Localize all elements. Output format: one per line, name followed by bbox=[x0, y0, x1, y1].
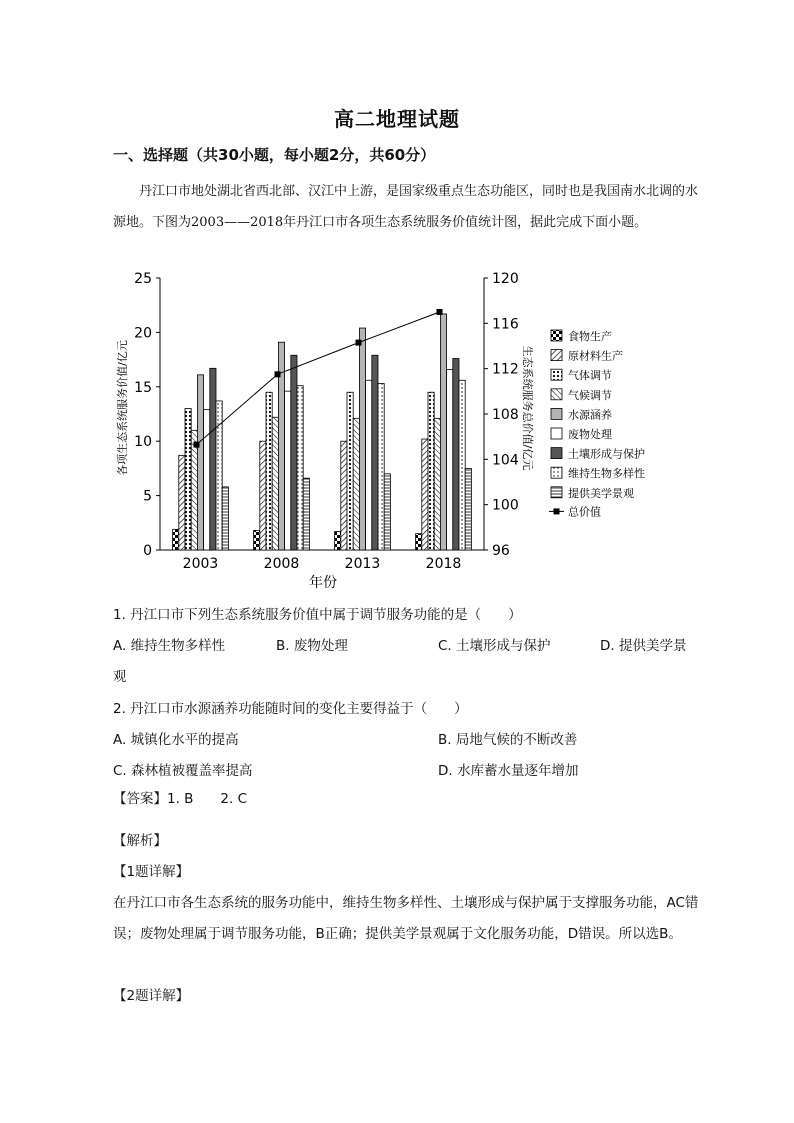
y2-tick-label: 104 bbox=[492, 452, 519, 469]
bar bbox=[254, 530, 260, 550]
legend-label: 水源涵养 bbox=[568, 408, 612, 422]
bar bbox=[291, 355, 297, 550]
legend-label: 土壤形成与保护 bbox=[568, 447, 645, 461]
total-value-point bbox=[437, 309, 443, 315]
legend-label: 总价值 bbox=[568, 505, 601, 519]
bar bbox=[440, 314, 446, 550]
question-1-option-b: B. 废物处理 bbox=[276, 638, 348, 654]
question-1-option-d-wrap: 观 bbox=[113, 669, 127, 685]
x-tick-label: 2008 bbox=[263, 556, 300, 572]
bar bbox=[465, 468, 471, 550]
y-tick-label: 20 bbox=[134, 325, 152, 342]
bar bbox=[372, 355, 378, 550]
legend-swatch bbox=[551, 467, 562, 478]
section-heading: 一、选择题（共30小题，每小题2分，共60分） bbox=[113, 146, 436, 164]
bar bbox=[210, 368, 216, 550]
legend-label: 维持生物多样性 bbox=[568, 467, 645, 481]
bar bbox=[260, 441, 266, 550]
bar bbox=[353, 418, 359, 550]
legend-label: 食物生产 bbox=[568, 330, 612, 343]
legend-label: 气候调节 bbox=[568, 388, 612, 402]
bar bbox=[378, 384, 384, 550]
ecosystem-value-chart bbox=[112, 262, 672, 592]
x-tick-label: 2018 bbox=[425, 556, 462, 572]
detail-2-heading: 【2题详解】 bbox=[113, 988, 190, 1004]
bar bbox=[384, 474, 390, 550]
question-1-option-d: D. 提供美学景 bbox=[600, 638, 687, 654]
x-axis-label: 年份 bbox=[309, 575, 337, 591]
y2-tick-label: 112 bbox=[492, 361, 519, 378]
bar bbox=[303, 478, 309, 550]
question-2-option-a: A. 城镇化水平的提高 bbox=[113, 732, 239, 748]
legend-swatch bbox=[551, 428, 562, 439]
legend-swatch bbox=[551, 389, 562, 400]
y-tick-label: 10 bbox=[134, 434, 152, 451]
bar bbox=[222, 487, 228, 550]
bar bbox=[453, 359, 459, 550]
bar bbox=[297, 386, 303, 550]
question-2-option-c: C. 森林植被覆盖率提高 bbox=[113, 763, 253, 779]
bar bbox=[335, 532, 341, 550]
bar bbox=[191, 430, 197, 550]
y-tick-label: 25 bbox=[134, 271, 152, 287]
legend-swatch bbox=[551, 448, 562, 459]
legend-swatch bbox=[551, 350, 562, 361]
bar bbox=[428, 392, 434, 550]
bar bbox=[341, 441, 347, 550]
legend-swatch bbox=[551, 408, 562, 419]
bar bbox=[422, 439, 428, 550]
question-2-option-b: B. 局地气候的不断改善 bbox=[438, 732, 578, 748]
total-value-point bbox=[275, 371, 281, 377]
bar bbox=[266, 392, 272, 550]
total-value-line bbox=[197, 312, 440, 445]
legend-swatch bbox=[551, 330, 562, 341]
bar bbox=[434, 418, 440, 550]
bar bbox=[416, 534, 422, 550]
question-1-option-a: A. 维持生物多样性 bbox=[113, 638, 226, 654]
y-tick-label: 0 bbox=[143, 543, 152, 559]
bar bbox=[447, 369, 453, 550]
bar bbox=[285, 391, 291, 550]
answer-line: 【答案】1. B 2. C bbox=[113, 791, 248, 807]
bar bbox=[185, 409, 191, 550]
legend-line-marker bbox=[554, 508, 560, 514]
bar bbox=[179, 455, 185, 550]
question-2-option-d: D. 水库蓄水量逐年增加 bbox=[438, 763, 579, 779]
legend-label: 废物处理 bbox=[568, 428, 612, 441]
page-title: 高二地理试题 bbox=[334, 107, 460, 131]
intro-paragraph: 丹江口市地处湖北省西北部、汉江中上游，是国家级重点生态功能区，同时也是我国南水北调的水源地。下图为2003——2018年丹江口市各项生态系统服务价值统计图，据此完成下面小题。 bbox=[113, 184, 699, 230]
total-value-point bbox=[356, 340, 362, 346]
question-1-option-c: C. 土壤形成与保护 bbox=[438, 638, 551, 654]
legend-label: 原材料生产 bbox=[568, 349, 623, 363]
legend-swatch bbox=[551, 369, 562, 380]
x-tick-label: 2003 bbox=[182, 556, 219, 572]
y2-tick-label: 100 bbox=[492, 497, 519, 514]
y2-tick-label: 96 bbox=[492, 543, 510, 559]
bar bbox=[459, 380, 465, 550]
bar bbox=[173, 529, 179, 550]
question-1-stem: 1. 丹江口市下列生态系统服务价值中属于调节服务功能的是（ ） bbox=[113, 607, 522, 623]
bar bbox=[366, 380, 372, 550]
y-tick-label: 5 bbox=[143, 488, 152, 505]
legend-label: 气体调节 bbox=[568, 369, 612, 383]
legend-swatch bbox=[551, 487, 562, 498]
bar bbox=[359, 328, 365, 550]
y2-tick-label: 116 bbox=[492, 316, 519, 333]
bar bbox=[204, 410, 210, 550]
y2-axis-label: 生态系统服务总价值/亿元 bbox=[521, 345, 534, 471]
analysis-heading: 【解析】 bbox=[113, 833, 167, 849]
detail-1-text: 在丹江口市各生态系统的服务功能中，维持生物多样性、土壤形成与保护属于支撑服务功能，AC错误；废物处理属于调节服务功能，B正确；提供美学景观属于文化服务功能，D错误。所以选B。 bbox=[113, 895, 699, 942]
y2-tick-label: 120 bbox=[492, 271, 519, 287]
total-value-point bbox=[194, 442, 200, 448]
y-axis-label: 各项生态系统服务价值/亿元 bbox=[116, 340, 129, 476]
y2-tick-label: 108 bbox=[492, 407, 519, 423]
legend-label: 提供美学景观 bbox=[568, 486, 634, 500]
question-2-stem: 2. 丹江口市水源涵养功能随时间的变化主要得益于（ ） bbox=[113, 701, 468, 717]
y-tick-label: 15 bbox=[134, 379, 152, 396]
x-tick-label: 2013 bbox=[344, 556, 381, 572]
bar bbox=[272, 417, 278, 550]
detail-1-heading: 【1题详解】 bbox=[113, 864, 190, 880]
bar bbox=[197, 375, 203, 550]
bar bbox=[347, 392, 353, 550]
